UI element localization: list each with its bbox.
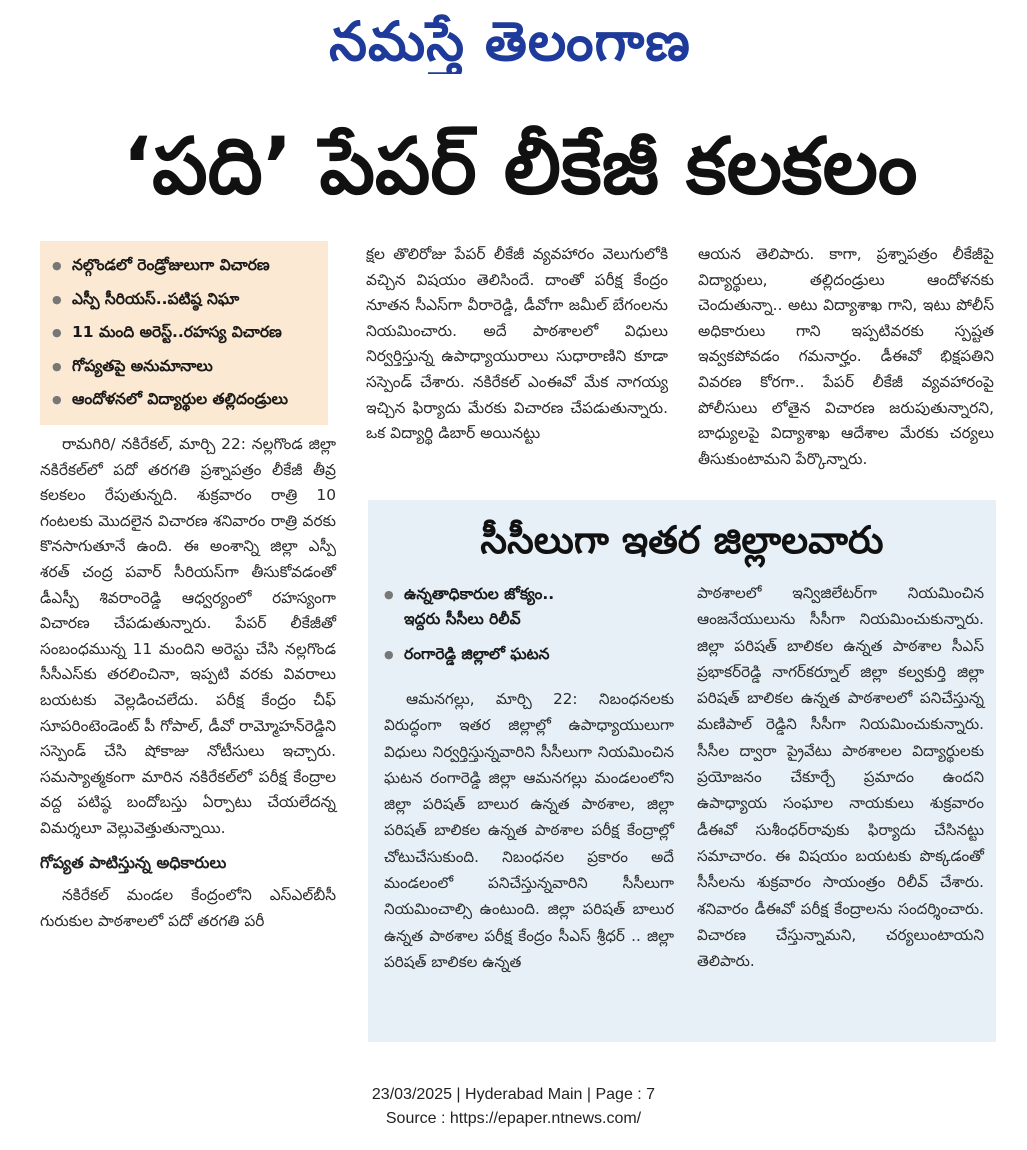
sub-story-bullets <box>384 582 674 677</box>
main-story-column-1 <box>40 432 336 934</box>
edition-info: 23/03/2025 | Hyderabad Main | Page : 7 <box>371 1086 656 1103</box>
highlight-item: ● 11 మంది అరెస్ట్..రహస్య విచారణ <box>52 316 318 350</box>
sub-story-bullet <box>384 582 674 632</box>
main-story-paragraph: క్షల తొలిరోజు పేపర్ లీకేజీ వ్యవహారం వెలుగులోకి వచ్చిన విషయం తెలిసిందే. దాంతో పరీక్ష కేంద్రం నూతన సీఎస్‌గా వీరారెడ్డి, డీవోగా జమీల్ బేగంలను నియమించారు. అదే పాఠశాలలో విధులు నిర్వర్తిస్తున్న ఉపాధ్యాయురాలు సుధారాణిని కూడా సస్పెండ్ చేశారు. నకిరేకల్ ఎంఈవో మేక నాగయ్య ఇచ్చిన ఫిర్యాదు మేరకు విచారణ చేపడుతున్నారు. ఒక విద్యార్థి డిబార్ అయినట్టు <box>366 245 668 443</box>
highlight-item: ● ఆందోళనలో విద్యార్థుల తల్లిదండ్రులు <box>52 383 318 417</box>
newspaper-masthead: నమస్తే తెలంగాణ <box>329 9 691 73</box>
sub-story-headline: సీసీలుగా ఇతర జిల్లాలవారు <box>480 518 884 562</box>
sub-story-paragraph: పాఠశాలలో ఇన్విజిలేటర్‌గా నియమించిన ఆంజనేయులును సీసీగా నియమించుకున్నారు. జిల్లా పరిషత్ బాలికల ఉన్నత పాఠశాల సీఎస్ ప్రభాకర్‌రెడ్డి నాగర్‌కర్నూల్ జిల్లా కల్వకుర్తి జిల్లా పరిషత్ బాలికల ఉన్నత పాఠశాలలో పనిచేస్తున్న మణిపాల్ రెడ్డిని సీసీగా నియమించుకున్నారు. సీసీల ద్వారా ప్రైవేటు పాఠశాలల విద్యార్థులకు ప్రయోజనం చేకూర్చే ప్రమాదం ఉందని ఉపాధ్యాయ సంఘాల నాయకులు శుక్రవారం డీఈవో సుశీంధర్‌రావుకు ఫిర్యాదు చేసినట్టు సమాచారం. ఈ విషయం బయటకు పొక్కడంతో సీసీలను శుక్రవారం సాయంత్రం రిలీవ్ చేశారు. శనివారం డీఈవో పరీక్ష కేంద్రాలను సందర్శించారు. విచారణ చేస్తున్నామని, చర్యలుంటాయని తెలిపారు. <box>697 584 984 971</box>
highlight-item: ● గోప్యతపై అనుమానాలు <box>52 350 318 384</box>
main-story-subheading: గోప్యత పాటిస్తున్న అధికారులు <box>40 852 227 872</box>
main-story-column-2 <box>366 242 668 447</box>
main-story-paragraph: రామగిరి/ నకిరేకల్, మార్చి 22: నల్లగొండ జిల్లా నకిరేకల్‌లో పదో తరగతి ప్రశ్నాపత్రం లీకేజీ తీవ్ర కలకలం రేపుతున్నది. శుక్రవారం రాత్రి 10 గంటలకు మొదలైన విచారణ శనివారం రాత్రి వరకు కొనసాగుతూనే ఉంది. ఈ అంశాన్ని జిల్లా ఎస్పీ శరత్ చంద్ర పవార్ సీరియస్‌గా తీసుకోవడంతో డీఎస్పీ శివరాంరెడ్డి ఆధ్వర్యంలో రహస్యంగా విచారణ చేపడుతున్నారు. పేపర్ లీకేజీతో సంబంధమున్న 11 మందిని అరెస్టు చేసి నల్లగొండ సీసీఎస్‌కు తరలించినా, ఇప్పటి వరకు వివరాలు బయటకు వెల్లడించలేదు. పరీక్ష కేంద్రం చీఫ్ సూపరింటెండెంట్ పీ గోపాల్, డీవో రామ్మోహన్‌రెడ్డిని సస్పెండ్ చేసి షోకాజు నోటీసులు ఇచ్చారు. సమస్యాత్మకంగా మారిన నకిరేకల్‌లో పరీక్ష కేంద్రాల వద్ద పటిష్ఠ బందోబస్తు ఏర్పాటు చేయలేదన్న విమర్శలూ వెల్లువెత్తుతున్నాయి. <box>40 435 336 837</box>
highlights-box <box>40 241 328 425</box>
main-story-paragraph: ఆయన తెలిపారు. కాగా, ప్రశ్నాపత్రం లీకేజీపై విద్యార్థులు, తల్లిదండ్రులు ఆందోళనకు చెందుతున్నా.. అటు విద్యాశాఖ గాని, ఇటు పోలీస్ అధికారులు గాని ఇప్పటివరకు స్పష్టత ఇవ్వకపోవడం గమనార్హం. డీఈవో భిక్షపతిని వివరణ కోరగా.. పేపర్ లీకేజీ వ్యవహారంపై పోలీసులు లోతైన విచారణ జరుపుతున్నారని, బాధ్యులపై విద్యాశాఖ ఆదేశాల మేరకు చర్యలు తీసుకుంటామని పేర్కొన్నారు. <box>698 245 994 468</box>
sub-story-paragraph: ఆమనగల్లు, మార్చి 22: నిబంధనలకు విరుద్ధంగా ఇతర జిల్లాల్లో ఉపాధ్యాయులుగా విధులు నిర్వర్తిస్తున్నవారిని సీసీలుగా నియమించిన ఘటన రంగారెడ్డి జిల్లా ఆమనగల్లు మండలంలోని జిల్లా పరిషత్ బాలుర ఉన్నత పాఠశాల, జిల్లా పరిషత్ బాలికల ఉన్నత పాఠశాల పరీక్ష కేంద్రాల్లో చోటుచేసుకుంది. నిబంధనల ప్రకారం అదే మండలంలో పనిచేస్తున్నవారిని సీసీలుగా నియమించాల్సి ఉంటుంది. జిల్లా పరిషత్ బాలుర ఉన్నత పాఠశాల పరీక్ష కేంద్రం సీఎస్ శ్రీధర్ .. జిల్లా పరిషత్ బాలికల ఉన్నత <box>384 690 674 971</box>
bullet-line: ఇద్దరు సీసీలు రిలీవ్ <box>404 610 521 628</box>
main-story-column-3 <box>698 242 994 472</box>
highlight-item: ● నల్గొండలో రెండ్రోజులుగా విచారణ <box>52 249 318 283</box>
source-link[interactable]: Source : https://epaper.ntnews.com/ <box>385 1110 642 1127</box>
highlight-item: ● ఎస్పీ సీరియస్..పటిష్ఠ నిఘా <box>52 283 318 317</box>
main-headline: ‘పది’ పేపర్ లీకేజీ కలకలం <box>122 122 918 212</box>
sub-story-column-2 <box>697 580 984 974</box>
bullet-line: ● రంగారెడ్డి జిల్లాలో ఘటన <box>404 645 550 663</box>
sub-story-column-1 <box>384 686 674 975</box>
page-footer <box>200 1083 827 1131</box>
main-story-paragraph: నకిరేకల్ మండల కేంద్రంలోని ఎస్‌ఎల్‌బీసీ గురుకుల పాఠశాలలో పదో తరగతి పరీ <box>40 886 336 930</box>
bullet-line: ● ఉన్నతాధికారుల జోక్యం.. <box>404 585 555 603</box>
sub-story-bullet <box>384 642 674 667</box>
